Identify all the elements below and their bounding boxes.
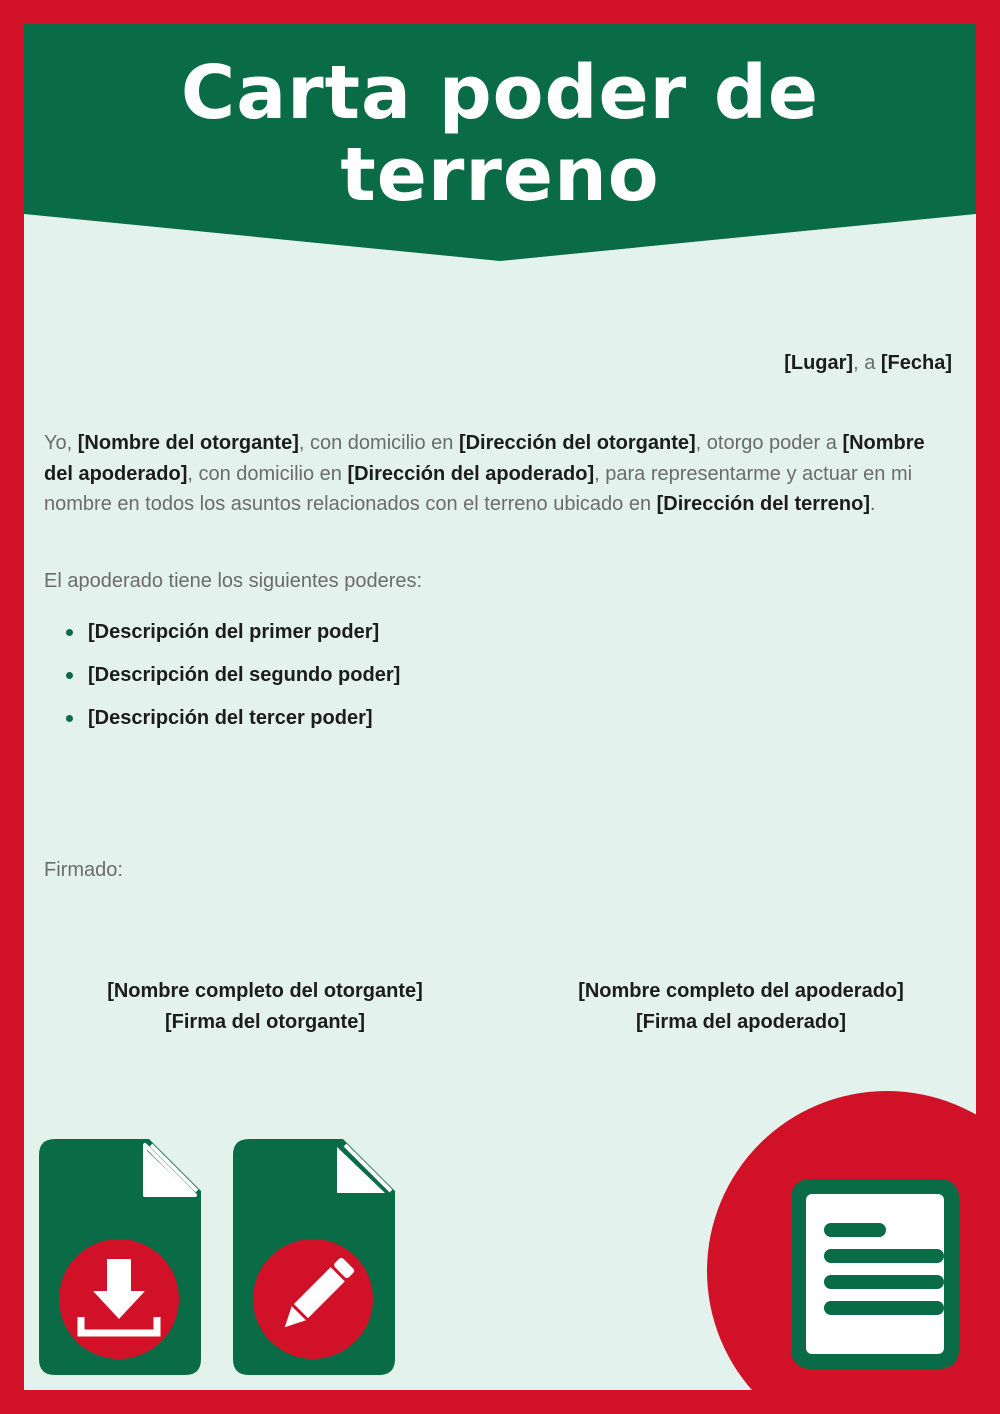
title-banner (24, 24, 976, 264)
powers-list (44, 620, 400, 749)
edit-button[interactable] (233, 1139, 395, 1375)
date-placeholder: [Fecha] (880, 352, 952, 374)
signed-label: Firmado: (44, 859, 123, 881)
grantor-full-name: [Nombre completo del otorgante] (107, 980, 423, 1002)
document-page (24, 24, 976, 1390)
document-badge (707, 1091, 976, 1390)
attorney-signature: [Firma del apoderado] (635, 1011, 847, 1033)
paragraph-text: , con domicilio en (298, 432, 459, 454)
paragraph-text: . (870, 493, 876, 515)
powers-intro: El apoderado tiene los siguientes poderes: (44, 570, 423, 592)
power-item-1: [Descripción del primer poder] (44, 620, 400, 663)
place-date-separator: , a (853, 352, 881, 374)
attorney-address-placeholder: [Dirección del apoderado] (347, 462, 595, 485)
document-icon (707, 1091, 976, 1390)
place-placeholder: [Lugar] (784, 352, 854, 374)
paragraph-text: Yo, (44, 432, 78, 454)
land-address-placeholder: [Dirección del terreno] (656, 493, 871, 515)
attorney-full-name: [Nombre completo del apoderado] (578, 980, 904, 1002)
place-date-line (784, 352, 952, 375)
page-title: Carta poder de terreno (180, 50, 820, 218)
grantor-signature: [Firma del otorgante] (164, 1011, 365, 1033)
paragraph-text: , para representarme y actuar en mi nombre en todos los asuntos relacionados con el terreno ubicado en (44, 462, 913, 515)
download-file-icon[interactable] (39, 1139, 201, 1375)
main-paragraph (44, 428, 956, 520)
attorney-signature-block (531, 976, 951, 1038)
paragraph-text: , otorgo poder a (695, 432, 843, 454)
grantor-name-placeholder: [Nombre del otorgante] (77, 432, 299, 454)
power-item-3: [Descripción del tercer poder] (44, 706, 400, 749)
attorney-name-placeholder: [Nombre del apoderado] (44, 432, 925, 485)
download-button[interactable] (39, 1139, 201, 1375)
edit-file-icon[interactable] (233, 1139, 395, 1375)
power-item-2: [Descripción del segundo poder] (44, 663, 400, 706)
grantor-signature-block (55, 976, 475, 1038)
grantor-address-placeholder: [Dirección del otorgante] (458, 432, 696, 454)
paragraph-text: , con domicilio en (187, 462, 348, 485)
